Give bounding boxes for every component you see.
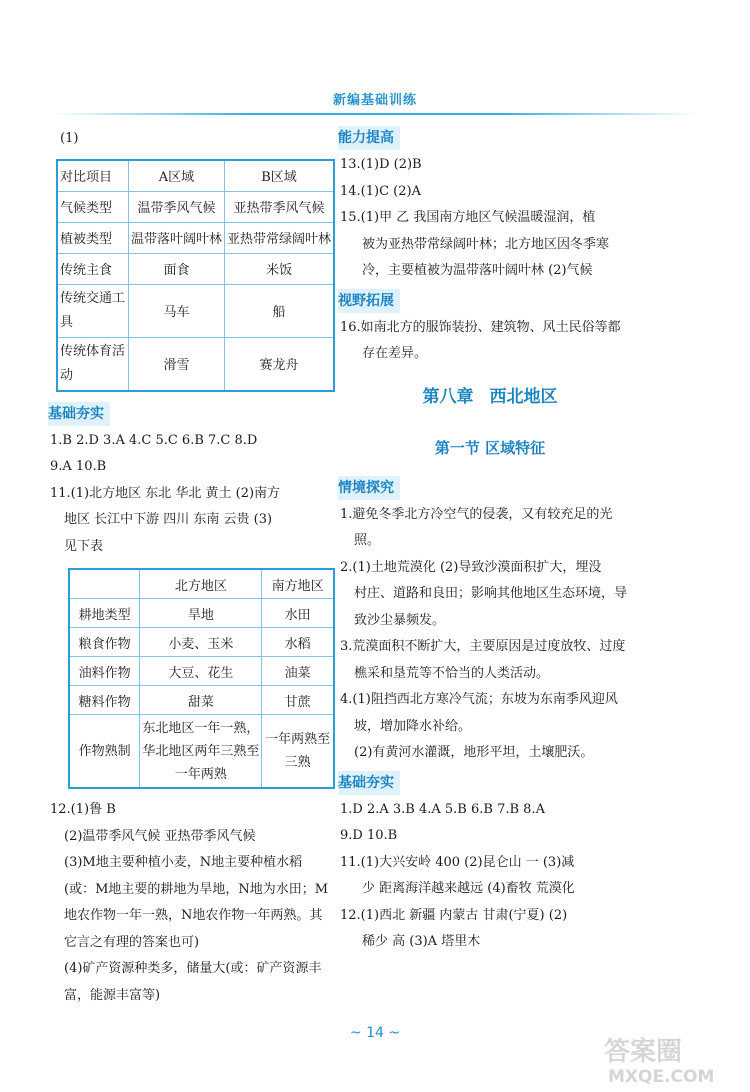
answer-line: 富，能源丰富等) (64, 987, 161, 1003)
section-heading-basics-2: 基础夯实 (338, 771, 400, 795)
table-cell: B区域 (224, 160, 334, 192)
table-cell: 温带季风气候 (128, 191, 224, 222)
table-cell: 船 (224, 284, 334, 337)
watermark-logo-icon (598, 1030, 746, 1088)
header-divider (52, 113, 698, 115)
table-cell: 粮食作物 (69, 628, 140, 657)
answer-line: 16.如南北方的服饰装扮、建筑物、风土民俗等都 (340, 319, 621, 335)
table-cell: 气候类型 (57, 191, 128, 222)
answer-line: (2)温带季风气候 亚热带季风气候 (64, 828, 256, 844)
watermark-text: 答案圈 (604, 1037, 683, 1067)
table-cell: 植被类型 (57, 222, 128, 253)
answer-line: 地农作物一年一熟，N地农作物一年两熟。其 (64, 908, 323, 923)
table-cell: 小麦、玉米 (140, 628, 262, 657)
answer-line: 地区 长江中下游 四川 东南 云贵 (3) (64, 512, 273, 527)
table-cell: 大豆、花生 (140, 657, 262, 686)
answer-line: 见下表 (64, 538, 104, 554)
section-heading-ability: 能力提高 (338, 126, 400, 150)
table-row (69, 715, 334, 789)
table-row (57, 222, 334, 253)
left-column (50, 122, 335, 1009)
table-cell: 水田 (262, 599, 334, 628)
answer-line: 3.荒漠面积不断扩大，主要原因是过度放牧、过度 (340, 639, 626, 654)
table-row (69, 628, 334, 657)
table-cell: 水稻 (262, 628, 334, 657)
agriculture-table (68, 568, 335, 789)
table-cell (262, 715, 334, 789)
cell-line: 一年两熟至 (265, 732, 331, 747)
answer-line: 致沙尘暴频发。 (354, 612, 446, 628)
table-cell: 糖料作物 (69, 686, 140, 715)
answer-line: 9.D 10.B (340, 828, 398, 843)
table-cell: 作物熟制 (69, 715, 140, 789)
table-cell: 旱地 (140, 599, 262, 628)
answer-line: 村庄、道路和良田；影响其他地区生态环境，导 (354, 586, 628, 601)
answer-line: 13.(1)D (2)B (340, 157, 422, 172)
section-heading-basics: 基础夯实 (48, 402, 110, 426)
answer-line: 12.(1)鲁 B (50, 802, 116, 817)
comparison-table (56, 159, 335, 392)
cell-line: 三熟 (284, 755, 311, 770)
answer-line: 坡，增加降水补给。 (354, 718, 472, 734)
table-cell: 油料作物 (69, 657, 140, 686)
cell-line: 东北地区一年一熟， (142, 720, 260, 736)
answer-line: 9.A 10.B (50, 459, 107, 474)
table-row (57, 284, 334, 337)
table-cell: 耕地类型 (69, 599, 140, 628)
table-cell: 油菜 (262, 657, 334, 686)
table-cell: 传统体育活动 (57, 337, 128, 391)
cell-line: 华北地区两年三熟至 (142, 743, 260, 759)
table-cell: 马车 (128, 284, 224, 337)
page-number: ~ 14 ~ (349, 1025, 401, 1041)
answer-line: 稀少 高 (3)A 塔里木 (362, 934, 481, 949)
table-cell: 米饭 (224, 253, 334, 284)
table-row (57, 191, 334, 222)
chapter-title: 第八章 西北地区 (422, 386, 558, 407)
answer-line: 11.(1)大兴安岭 400 (2)昆仑山 一 (3)减 (340, 854, 575, 870)
table-cell (140, 715, 262, 789)
table-cell: 赛龙舟 (224, 337, 334, 391)
right-column (340, 122, 640, 956)
table-cell: 甘蔗 (262, 686, 334, 715)
answer-line: 存在差异。 (362, 346, 428, 361)
answer-line: 冷，主要植被为温带落叶阔叶林 (2)气候 (362, 263, 593, 278)
table-row (57, 253, 334, 284)
table-cell: 滑雪 (128, 337, 224, 391)
answer-line: 少 距离海洋越来越远 (4)畜牧 荒漠化 (362, 881, 575, 896)
section-heading-vision: 视野拓展 (338, 289, 400, 313)
answer-line: 被为亚热带常绿阔叶林；北方地区因冬季寒 (362, 236, 610, 252)
cell-line: 一年两熟 (174, 766, 227, 782)
table-cell: 亚热带季风气候 (224, 191, 334, 222)
table-cell: 面食 (128, 253, 224, 284)
answer-line: 11.(1)北方地区 东北 华北 黄土 (2)南方 (50, 485, 281, 501)
table-cell: 南方地区 (262, 569, 334, 599)
table-row (69, 657, 334, 686)
answer-line: 14.(1)C (2)A (340, 183, 421, 199)
answer-line: 它言之有理的答案也可) (64, 934, 200, 950)
answer-line: 15.(1)甲 乙 我国南方地区气候温暖湿润，植 (340, 210, 596, 225)
answer-line: (或：M地主要的耕地为旱地，N地为水田；M (64, 881, 329, 897)
table-cell: 传统主食 (57, 253, 128, 284)
answer-line: (3)M地主要种植小麦，N地主要种植水稻 (64, 855, 303, 870)
answer-line: 1.D 2.A 3.B 4.A 5.B 6.B 7.B 8.A (340, 801, 545, 817)
table-cell: 北方地区 (140, 569, 262, 599)
table-row (69, 686, 334, 715)
answer-line: 2.(1)土地荒漠化 (2)导致沙漠面积扩大，埋没 (340, 559, 602, 575)
table-cell (69, 569, 140, 599)
section-title: 第一节 区域特征 (434, 438, 546, 457)
answer-line: 1.B 2.D 3.A 4.C 5.C 6.B 7.C 8.D (50, 432, 258, 448)
question-label: (1) (60, 131, 79, 146)
table-cell: 传统交通工具 (57, 284, 128, 337)
table-row (69, 599, 334, 628)
table-row (57, 160, 334, 192)
table-row (69, 569, 334, 599)
table-row (57, 337, 334, 391)
page-header-title: 新编基础训练 (332, 93, 417, 108)
answer-line: (4)矿产资源种类多，储量大(或：矿产资源丰 (64, 961, 322, 976)
answer-line: 4.(1)阻挡西北方寒冷气流；东坡为东南季风迎风 (340, 692, 618, 707)
table-cell: 温带落叶阔叶林 (128, 222, 224, 253)
table-cell: 甜菜 (140, 686, 262, 715)
section-heading-situation: 情境探究 (338, 476, 400, 500)
table-cell: 对比项目 (57, 160, 128, 192)
answer-line: (2)有黄河水灌溉，地形平坦，土壤肥沃。 (354, 745, 594, 760)
table-cell: A区域 (128, 160, 224, 192)
table-cell: 亚热带常绿阔叶林 (224, 222, 334, 253)
answer-line: 樵采和垦荒等不恰当的人类活动。 (354, 665, 550, 681)
answer-line: 1.避免冬季北方冷空气的侵袭，又有较充足的光 (340, 506, 613, 522)
watermark-url: MXQE.COM (608, 1067, 715, 1087)
answer-line: 12.(1)西北 新疆 内蒙古 甘肃(宁夏) (2) (340, 907, 568, 923)
answer-line: 照。 (354, 533, 381, 548)
